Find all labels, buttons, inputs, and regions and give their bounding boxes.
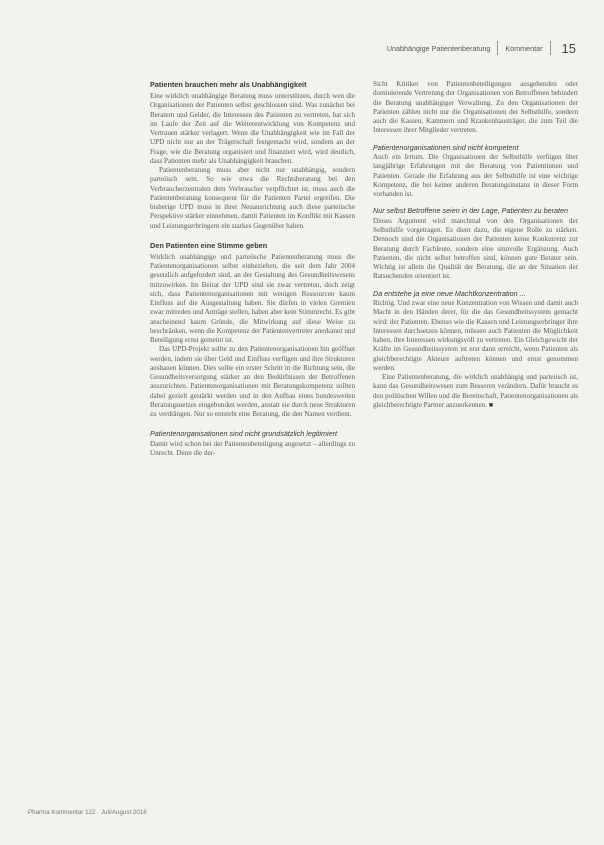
right-heading-3: Da entstehe ja eine neue Machtkonzentration ...: [373, 288, 526, 298]
page-footer: Pharma Kommentar 122 · Juli/August 2016: [28, 809, 147, 816]
left-paragraph-4: Das UPD-Projekt sollte zu den Patientenorganisationen hin geöffnet werden, indem sie über Geld und Einfluss verfügen und ihre Strukturen ausbauen können. Dies sollte ein erster Schritt in die Richtung sein, die Gesundheitsversorgung stärker an den Bedürfnissen der Betroffenen auszurichten. Patientenorganisationen mit Beratungskompetenz sollten dabei gezielt gestärkt werden und in den Aufbau eines bundesweiten Beratungsnetzes eingebunden werden, anstatt sie durch neue Strukturen zu verdrängen. Nur so entsteht eine Beratung, die den Namen verdient.: [150, 345, 355, 418]
left-heading-1: Patienten brauchen mehr als Unabhängigkeit: [150, 80, 307, 89]
left-heading-2: Den Patienten eine Stimme geben: [150, 240, 268, 250]
right-paragraph-5: [373, 373, 578, 410]
right-paragraph-2: Auch ein Irrtum. Die Organisationen der Selbsthilfe verfügen über langjährige Erfahrungen mit der Beratung von Patientinnen und Patienten. Gerade die Erfahrung aus der Selbsthilfe ist eine wichtige Kompetenz, die bei keiner anderen Beratungsinstanz in dieser Form vorhanden ist.: [373, 153, 578, 198]
right-heading-2: Nur selbst Betroffene seien in der Lage, Patienten zu beraten: [373, 206, 568, 216]
left-paragraph-3: Wirklich unabhängige und parteiische Patientenberatung muss die Patientenorganisationen selbst einbeziehen, die seit dem Jahr 2004 gesetzlich aufgefordert sind, an der Gestaltung des Gesundheitswesens mitzuwirken. Im Beirat der UPD sind sie zwar vertreten, doch zeigt sich, dass Patientenorganisationen mit wenigen Ressourcen kaum Einfluss auf die Ausgestaltung haben. Sie dürfen in vielen Gremien zwar mitreden und Anträge stellen, haben aber kein Stimmrecht. Es gibt anscheinend kaum Gründe, die Mitwirkung auf diese Weise zu beschränken, wenn die Kompetenz der Patientenvertreter anerkannt und Beteiligung ernst gemeint ist.: [150, 252, 355, 344]
spacer: [150, 419, 355, 429]
left-paragraph-2: Patientenberatung muss aber nicht nur unabhängig, sondern parteiisch sein. So wie etwa die Rechtsberatung bei den Verbraucherzentralen dem Verbraucher verpflichtet ist, muss auch die Patientenberatung konsequent für die Patienten Partei ergreifen. Die bisherige UPD muss in ihrer Neuausrichtung auch diese parteiische Perspektive stärker einnehmen, damit Patienten im Konflikt mit Kassen und Leistungserbringern ein starkes Gegenüber haben.: [150, 166, 355, 230]
header-divider: [497, 41, 498, 55]
right-paragraph-3: Dieses Argument wird manchmal von den Organisationen der Selbsthilfe vorgetragen. Es dient dazu, die eigene Rolle zu stärken. Dennoch sind die Organisationen der Patienten keine Konkurrenz zur Beratung durch Fachleute, sondern eine sinnvolle Ergänzung. Auch Patienten, die nicht selbst betroffen sind, können gute Berater sein. Wichtig ist allein die Qualität der Beratung, die an der Situation der Ratsuchenden orientiert ist.: [373, 216, 578, 281]
right-paragraph-5-text: Eine Patientenberatung, die wirklich unabhängig und parteiisch ist, kann das Gesundheitswesen zum Besseren verändern. Dafür braucht es den politischen Willen und die Bereitschaft, Patientenorganisationen als gleichberechtigte Partner anzuerkennen.: [373, 373, 578, 409]
header-divider-2: [550, 41, 551, 55]
right-column: [373, 80, 578, 410]
header-section-title: Unabhängige Patientenberatung: [386, 43, 491, 53]
end-of-article-mark: ■: [488, 400, 494, 409]
left-heading-3: Patientenorganisationen sind nicht grundsätzlich legitimiert: [150, 429, 337, 439]
running-header: [387, 40, 576, 56]
left-paragraph-1: Eine wirklich unabhängige Beratung muss unterstützen, durch wen die Organisationen der Patienten selbst geschlossen sind. Was zunächst bei Beratern und Gelder, die Interessen des Patienten zu vertreten, hat sich im Laufe der Zeit auf die Weiterentwicklung von Kompetenz und Vertrauen stärker verlagert. Wenn die Unabhängigkeit wie im Fall der UPD nicht nur an der Trägerschaft festgemacht wird, sondern an der Frage, wie die Beratung organisiert und finanziert wird, wird deutlich, dass Patienten mehr als Unabhängigkeit brauchen.: [150, 92, 355, 165]
header-category: Kommentar: [505, 43, 543, 53]
spacer: [373, 199, 578, 206]
page-number: 15: [561, 40, 576, 56]
spacer: [150, 231, 355, 241]
right-heading-1: Patientenorganisationen sind nicht kompetent: [373, 142, 519, 152]
left-paragraph-5: Damit wird schon bei der Patientenbeteiligung angesetzt – allerdings zu Unrecht. Denn die der-: [150, 439, 355, 457]
left-column: [150, 80, 355, 458]
right-paragraph-4: Richtig. Und zwar eine neue Konzentration von Wissen und damit auch Macht in den Händen derer, für die das Gesundheitssystem gemacht wird: der Patienten. Ebenso wie die Kassen und Leistungserbringer ihre Interessen durchsetzen können, müssen auch Patienten die Möglichkeit haben, ihre Interessen wirkungsvoll zu vertreten. Ein Gleichgewicht der Kräfte im Gesundheitssystem ist erst dann erreicht, wenn Patienten als gleichberechtigte Akteure auftreten können und ernst genommen werden.: [373, 299, 578, 372]
spacer: [373, 282, 578, 289]
spacer: [373, 136, 578, 143]
right-paragraph-1: Sicht Kritiker von Patientenbeteiligungen ausgehenden oder dominierende Vertretung der Organisationen von Betroffenen behindert die Beratung unabhängiger Verwaltung. Zu den Organisationen der Patienten zählen nicht nur die Organisationen der Selbsthilfe, sondern auch die Kassen, Kammern und Krankenhausträger, die zum Teil die Interessen ihrer Mitglieder vertreten.: [373, 80, 578, 135]
